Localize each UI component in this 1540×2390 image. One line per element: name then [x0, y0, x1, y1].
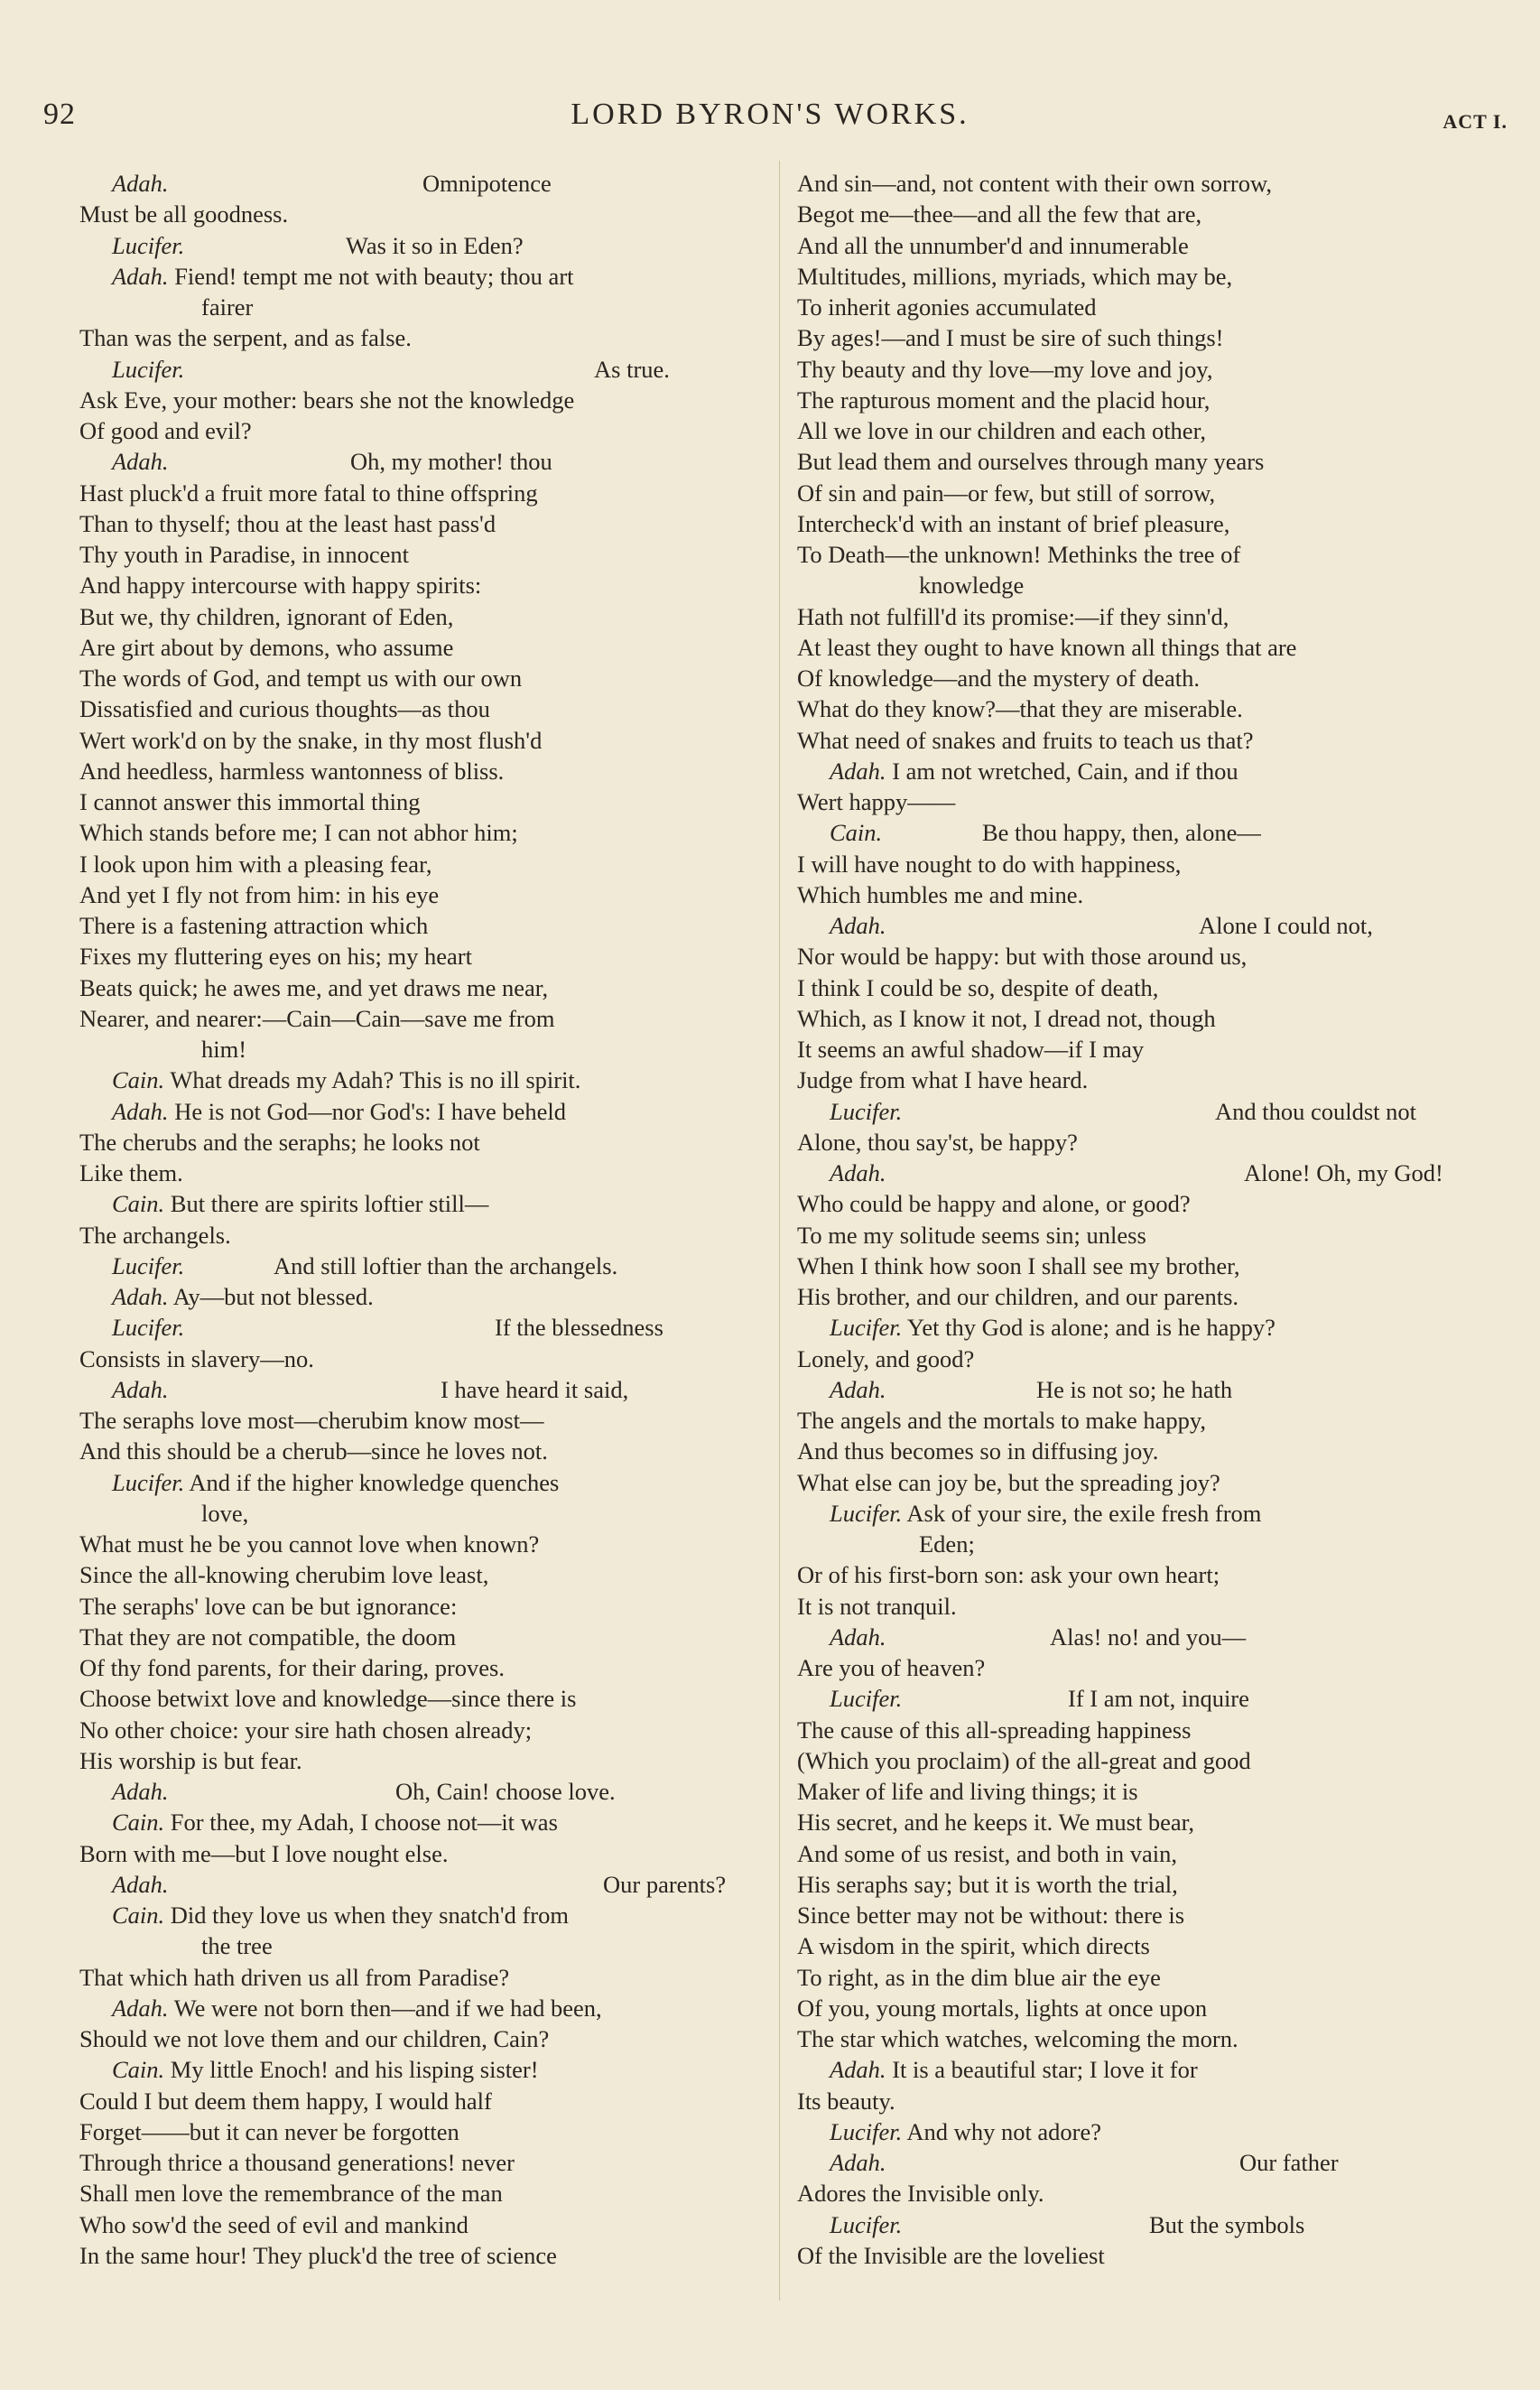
verse-line: What must he be you cannot love when known? [79, 1530, 540, 1558]
verse-line: Of knowledge—and the mystery of death. [797, 665, 1200, 692]
speech-text: Yet thy God is alone; and is he happy? [902, 1314, 1276, 1342]
verse-line: And heedless, harmless wantonness of bliss. [79, 757, 505, 785]
speech-text: Our father [1239, 2149, 1339, 2176]
verse-line: Than was the serpent, and as false. [79, 324, 412, 352]
verse-line: All we love in our children and each other, [797, 417, 1206, 444]
verse-line: Wert work'd on by the snake, in thy most flush'd [79, 726, 543, 754]
verse-line: Begot me—thee—and all the few that are, [797, 200, 1202, 228]
verse-line: The cause of this all-spreading happiness [797, 1716, 1192, 1744]
speech-text: Alone! Oh, my God! [1244, 1159, 1443, 1186]
speech-line [79, 1312, 775, 1343]
verse-line: (Which you proclaim) of the all-great and good [797, 1746, 1251, 1774]
verse-line: To Death—the unknown! Methinks the tree of [797, 541, 1241, 568]
verse-line: Shall men love the remembrance of the man [79, 2180, 503, 2208]
speech-line [797, 1312, 1519, 1343]
verse-line: The seraphs' love can be but ignorance: [79, 1592, 458, 1620]
speech-text: He is not so; he hath [1036, 1375, 1233, 1403]
verse-line: There is a fastening attraction which [79, 912, 429, 939]
verse-line: Who could be happy and alone, or good? [797, 1190, 1191, 1218]
verse-line: Its beauty. [797, 2087, 895, 2115]
verse-line: And thus becomes so in diffusing joy. [797, 1437, 1159, 1465]
speech-text: My little Enoch! and his lisping sister! [164, 2056, 539, 2084]
speech-text: I am not wretched, Cain, and if thou [886, 757, 1238, 785]
speech-line [797, 2209, 1519, 2240]
speaker-name: Adah. [112, 262, 169, 290]
speech-text: If I am not, inquire [1068, 1685, 1249, 1713]
speech-line [797, 2116, 1519, 2147]
speech-line [79, 1467, 775, 1498]
verse-line: It is not tranquil. [797, 1592, 957, 1620]
verse-line: Thy beauty and thy love—my love and joy, [797, 355, 1213, 383]
verse-line: And this should be a cherub—since he loves not. [79, 1437, 548, 1465]
speech-line [79, 1065, 775, 1095]
speech-line [79, 230, 775, 261]
verse-line: Since the all-knowing cherubim love least, [79, 1561, 489, 1589]
speech-line [79, 1281, 775, 1312]
speech-line [797, 1374, 1519, 1405]
verse-line: Which humbles me and mine. [797, 880, 1084, 908]
verse-line: Alone, thou say'st, be happy? [797, 1128, 1078, 1156]
verse-line: What else can joy be, but the spreading joy? [797, 1468, 1220, 1496]
speaker-name: Lucifer. [112, 1314, 185, 1342]
speech-line [797, 1158, 1519, 1188]
verse-continuation: the tree [201, 1932, 273, 1960]
speech-text: Oh, Cain! choose love. [395, 1778, 616, 1805]
speech-text: I have heard it said, [441, 1375, 629, 1403]
verse-line: Maker of life and living things; it is [797, 1778, 1138, 1805]
verse-line: His brother, and our children, and our parents. [797, 1283, 1239, 1310]
speech-line [797, 1498, 1519, 1529]
speaker-name: Adah. [112, 170, 169, 197]
speaker-name: Adah. [112, 1375, 169, 1403]
speech-line [79, 1900, 775, 1930]
speech-line [79, 261, 775, 292]
speaker-name: Adah. [112, 1283, 169, 1310]
act-label: ACT I. [1443, 110, 1508, 133]
verse-line: Forget——but it can never be forgotten [79, 2117, 459, 2145]
verse-line: His secret, and he keeps it. We must bear, [797, 1809, 1195, 1837]
verse-line: Hath not fulfill'd its promise:—if they sinn'd, [797, 602, 1229, 630]
verse-line: Judge from what I have heard. [797, 1066, 1089, 1094]
speech-text: Be thou happy, then, alone— [982, 819, 1261, 847]
speech-line [797, 756, 1519, 786]
verse-line: To me my solitude seems sin; unless [797, 1221, 1146, 1249]
verse-line: A wisdom in the spirit, which directs [797, 1932, 1150, 1960]
speech-line [79, 446, 775, 477]
verse-line: To inherit agonies accumulated [797, 293, 1097, 321]
verse-line: No other choice: your sire hath chosen already; [79, 1716, 533, 1744]
speech-text: It is a beautiful star; I love it for [886, 2056, 1198, 2084]
speech-line [79, 1096, 775, 1127]
verse-line: Which, as I know it not, I dread not, though [797, 1004, 1216, 1032]
verse-line: But we, thy children, ignorant of Eden, [79, 602, 454, 630]
verse-line: Than to thyself; thou at the least hast pass'd [79, 509, 496, 537]
speech-line [797, 2054, 1519, 2085]
speaker-name: Lucifer. [112, 1251, 185, 1279]
verse-line: Which stands before me; I can not abhor him; [79, 819, 518, 847]
verse-line: His seraphs say; but it is worth the trial, [797, 1870, 1178, 1898]
verse-continuation: Eden; [919, 1530, 975, 1558]
speech-text: Oh, my mother! thou [350, 448, 552, 476]
verse-line: Of you, young mortals, lights at once upon [797, 1994, 1208, 2022]
verse-line: Ask Eve, your mother: bears she not the knowledge [79, 386, 575, 414]
verse-line: By ages!—and I must be sire of such things! [797, 324, 1224, 352]
speech-text: Fiend! tempt me not with beauty; thou art [168, 262, 574, 290]
speech-line [797, 910, 1519, 941]
page-number: 92 [43, 98, 76, 131]
verse-line: I look upon him with a pleasing fear, [79, 850, 432, 878]
speaker-name: Lucifer. [112, 355, 185, 383]
speaker-name: Adah. [830, 1375, 886, 1403]
speech-text: Alas! no! and you— [1050, 1623, 1247, 1651]
speech-line [79, 168, 775, 199]
speaker-name: Adah. [112, 448, 169, 476]
verse-line: His worship is but fear. [79, 1746, 302, 1774]
speaker-name: Cain. [112, 1902, 165, 1929]
verse-line: I cannot answer this immortal thing [79, 788, 421, 815]
verse-continuation: him! [201, 1036, 247, 1063]
speech-line [79, 1807, 775, 1837]
verse-line: Lonely, and good? [797, 1344, 975, 1372]
speech-text: Ay—but not blessed. [168, 1283, 374, 1310]
speech-text: Our parents? [603, 1870, 727, 1898]
speaker-name: Cain. [112, 2056, 165, 2084]
verse-line: Born with me—but I love nought else. [79, 1839, 449, 1867]
speaker-name: Lucifer. [112, 1468, 185, 1496]
verse-line: And all the unnumber'd and innumerable [797, 231, 1189, 259]
speaker-name: Adah. [112, 1778, 169, 1805]
speech-text: Was it so in Eden? [346, 231, 524, 259]
verse-line: Like them. [79, 1159, 183, 1186]
verse-line: Intercheck'd with an instant of brief pleasure, [797, 509, 1230, 537]
verse-line: Are you of heaven? [797, 1654, 986, 1681]
speech-text: Did they love us when they snatch'd from [164, 1902, 569, 1929]
verse-line: I will have nought to do with happiness, [797, 850, 1182, 878]
verse-line: Are girt about by demons, who assume [79, 633, 454, 661]
verse-line: Choose betwixt love and knowledge—since there is [79, 1685, 577, 1713]
running-title: LORD BYRON'S WORKS. [571, 98, 969, 131]
verse-line: And yet I fly not from him: in his eye [79, 880, 440, 908]
speaker-name: Adah. [112, 1870, 169, 1898]
verse-line: Through thrice a thousand generations! never [79, 2149, 515, 2176]
speech-line [79, 354, 775, 385]
speaker-name: Cain. [112, 1190, 165, 1218]
verse-line: The cherubs and the seraphs; he looks not [79, 1128, 480, 1156]
speech-line [79, 1251, 775, 1281]
speech-text: For thee, my Adah, I choose not—it was [164, 1809, 558, 1837]
right-column [797, 168, 1519, 2271]
speech-text: And thou couldst not [1215, 1097, 1417, 1125]
verse-line: What need of snakes and fruits to teach us that? [797, 726, 1254, 754]
verse-line: At least they ought to have known all things that are [797, 633, 1297, 661]
speaker-name: Adah. [830, 912, 886, 939]
speech-line [79, 2054, 775, 2085]
verse-line: That which hath driven us all from Paradise? [79, 1963, 510, 1991]
verse-line: What do they know?—that they are miserable. [797, 695, 1243, 723]
speech-line [79, 1993, 775, 2023]
verse-line: Of thy fond parents, for their daring, proves. [79, 1654, 505, 1681]
verse-line: And sin—and, not content with their own sorrow, [797, 170, 1273, 197]
verse-line: Of sin and pain—or few, but still of sorrow, [797, 479, 1216, 507]
speech-text: If the blessedness [495, 1314, 663, 1342]
verse-line: Or of his first-born son: ask your own heart; [797, 1561, 1220, 1589]
speech-line [797, 1683, 1519, 1714]
verse-line: It seems an awful shadow—if I may [797, 1036, 1145, 1063]
speech-line [797, 817, 1519, 848]
speech-text: As true. [594, 355, 670, 383]
column-divider [779, 161, 780, 2301]
speech-text: And if the higher knowledge quenches [184, 1468, 560, 1496]
verse-line: But lead them and ourselves through many years [797, 448, 1265, 476]
verse-line: Since better may not be without: there is [797, 1902, 1185, 1929]
speaker-name: Lucifer. [830, 2210, 903, 2238]
verse-line: Multitudes, millions, myriads, which may be, [797, 262, 1233, 290]
verse-line: Could I but deem them happy, I would half [79, 2087, 492, 2115]
verse-line: Consists in slavery—no. [79, 1344, 314, 1372]
verse-line: Who sow'd the seed of evil and mankind [79, 2210, 468, 2238]
speech-line [79, 1776, 775, 1807]
verse-line: Hast pluck'd a fruit more fatal to thine offspring [79, 479, 538, 507]
verse-line: Of the Invisible are the loveliest [797, 2241, 1105, 2269]
verse-line: The archangels. [79, 1221, 231, 1249]
speaker-name: Lucifer. [830, 1685, 903, 1713]
speaker-name: Adah. [830, 1159, 886, 1186]
speaker-name: Cain. [112, 1066, 165, 1094]
verse-line: I think I could be so, despite of death, [797, 973, 1159, 1001]
verse-line: Thy youth in Paradise, in innocent [79, 541, 410, 568]
speaker-name: Lucifer. [830, 2117, 903, 2145]
left-column [79, 168, 775, 2271]
verse-line: The star which watches, welcoming the morn. [797, 2025, 1238, 2052]
verse-line: Should we not love them and our children, Cain? [79, 2025, 550, 2052]
speaker-name: Adah. [830, 1623, 886, 1651]
verse-continuation: love, [201, 1499, 249, 1527]
speaker-name: Adah. [830, 757, 886, 785]
verse-line: Nearer, and nearer:—Cain—Cain—save me from [79, 1004, 555, 1032]
verse-line: Beats quick; he awes me, and yet draws me near, [79, 973, 549, 1001]
verse-line: When I think how soon I shall see my brother, [797, 1251, 1240, 1279]
speaker-name: Cain. [830, 819, 883, 847]
verse-line: Adores the Invisible only. [797, 2180, 1044, 2208]
speaker-name: Lucifer. [830, 1499, 903, 1527]
speech-text: Ask of your sire, the exile fresh from [902, 1499, 1262, 1527]
speaker-name: Adah. [830, 2149, 886, 2176]
verse-line: The words of God, and tempt us with our own [79, 665, 523, 692]
verse-line: And happy intercourse with happy spirits: [79, 572, 482, 600]
verse-line: In the same hour! They pluck'd the tree of science [79, 2241, 557, 2269]
verse-line: The rapturous moment and the placid hour, [797, 386, 1211, 414]
verse-line: Must be all goodness. [79, 200, 289, 228]
speech-line [79, 1188, 775, 1219]
speech-text: And why not adore? [902, 2117, 1102, 2145]
speech-text: Alone I could not, [1199, 912, 1373, 939]
speaker-name: Adah. [830, 2056, 886, 2084]
verse-continuation: fairer [201, 293, 254, 321]
verse-line: That they are not compatible, the doom [79, 1623, 457, 1651]
page-header [0, 98, 1540, 152]
verse-line: Fixes my fluttering eyes on his; my heart [79, 943, 472, 971]
verse-line: Of good and evil? [79, 417, 252, 444]
speaker-name: Adah. [112, 1994, 169, 2022]
verse-line: To right, as in the dim blue air the eye [797, 1963, 1161, 1991]
speaker-name: Lucifer. [830, 1314, 903, 1342]
speech-line [797, 2147, 1519, 2178]
verse-line: And some of us resist, and both in vain, [797, 1839, 1178, 1867]
speaker-name: Lucifer. [830, 1097, 903, 1125]
speech-line [797, 1622, 1519, 1652]
speech-line [797, 1096, 1519, 1127]
speech-text: What dreads my Adah? This is no ill spirit. [164, 1066, 581, 1094]
speech-text: And still loftier than the archangels. [274, 1251, 618, 1279]
verse-line: The seraphs love most—cherubim know most— [79, 1407, 544, 1434]
speaker-name: Lucifer. [112, 231, 185, 259]
speech-text: Omnipotence [422, 170, 552, 197]
speech-text: But the symbols [1149, 2210, 1305, 2238]
speech-text: We were not born then—and if we had been, [168, 1994, 602, 2022]
speech-line [79, 1374, 775, 1405]
speaker-name: Cain. [112, 1809, 165, 1837]
verse-line: Dissatisfied and curious thoughts—as thou [79, 695, 490, 723]
speech-text: But there are spirits loftier still— [164, 1190, 489, 1218]
speech-line [79, 1869, 775, 1900]
verse-line: Wert happy—— [797, 788, 956, 815]
verse-continuation: knowledge [919, 572, 1025, 600]
speech-text: He is not God—nor God's: I have beheld [168, 1097, 567, 1125]
speaker-name: Adah. [112, 1097, 169, 1125]
verse-line: The angels and the mortals to make happy, [797, 1407, 1207, 1434]
verse-line: Nor would be happy: but with those around us, [797, 943, 1248, 971]
